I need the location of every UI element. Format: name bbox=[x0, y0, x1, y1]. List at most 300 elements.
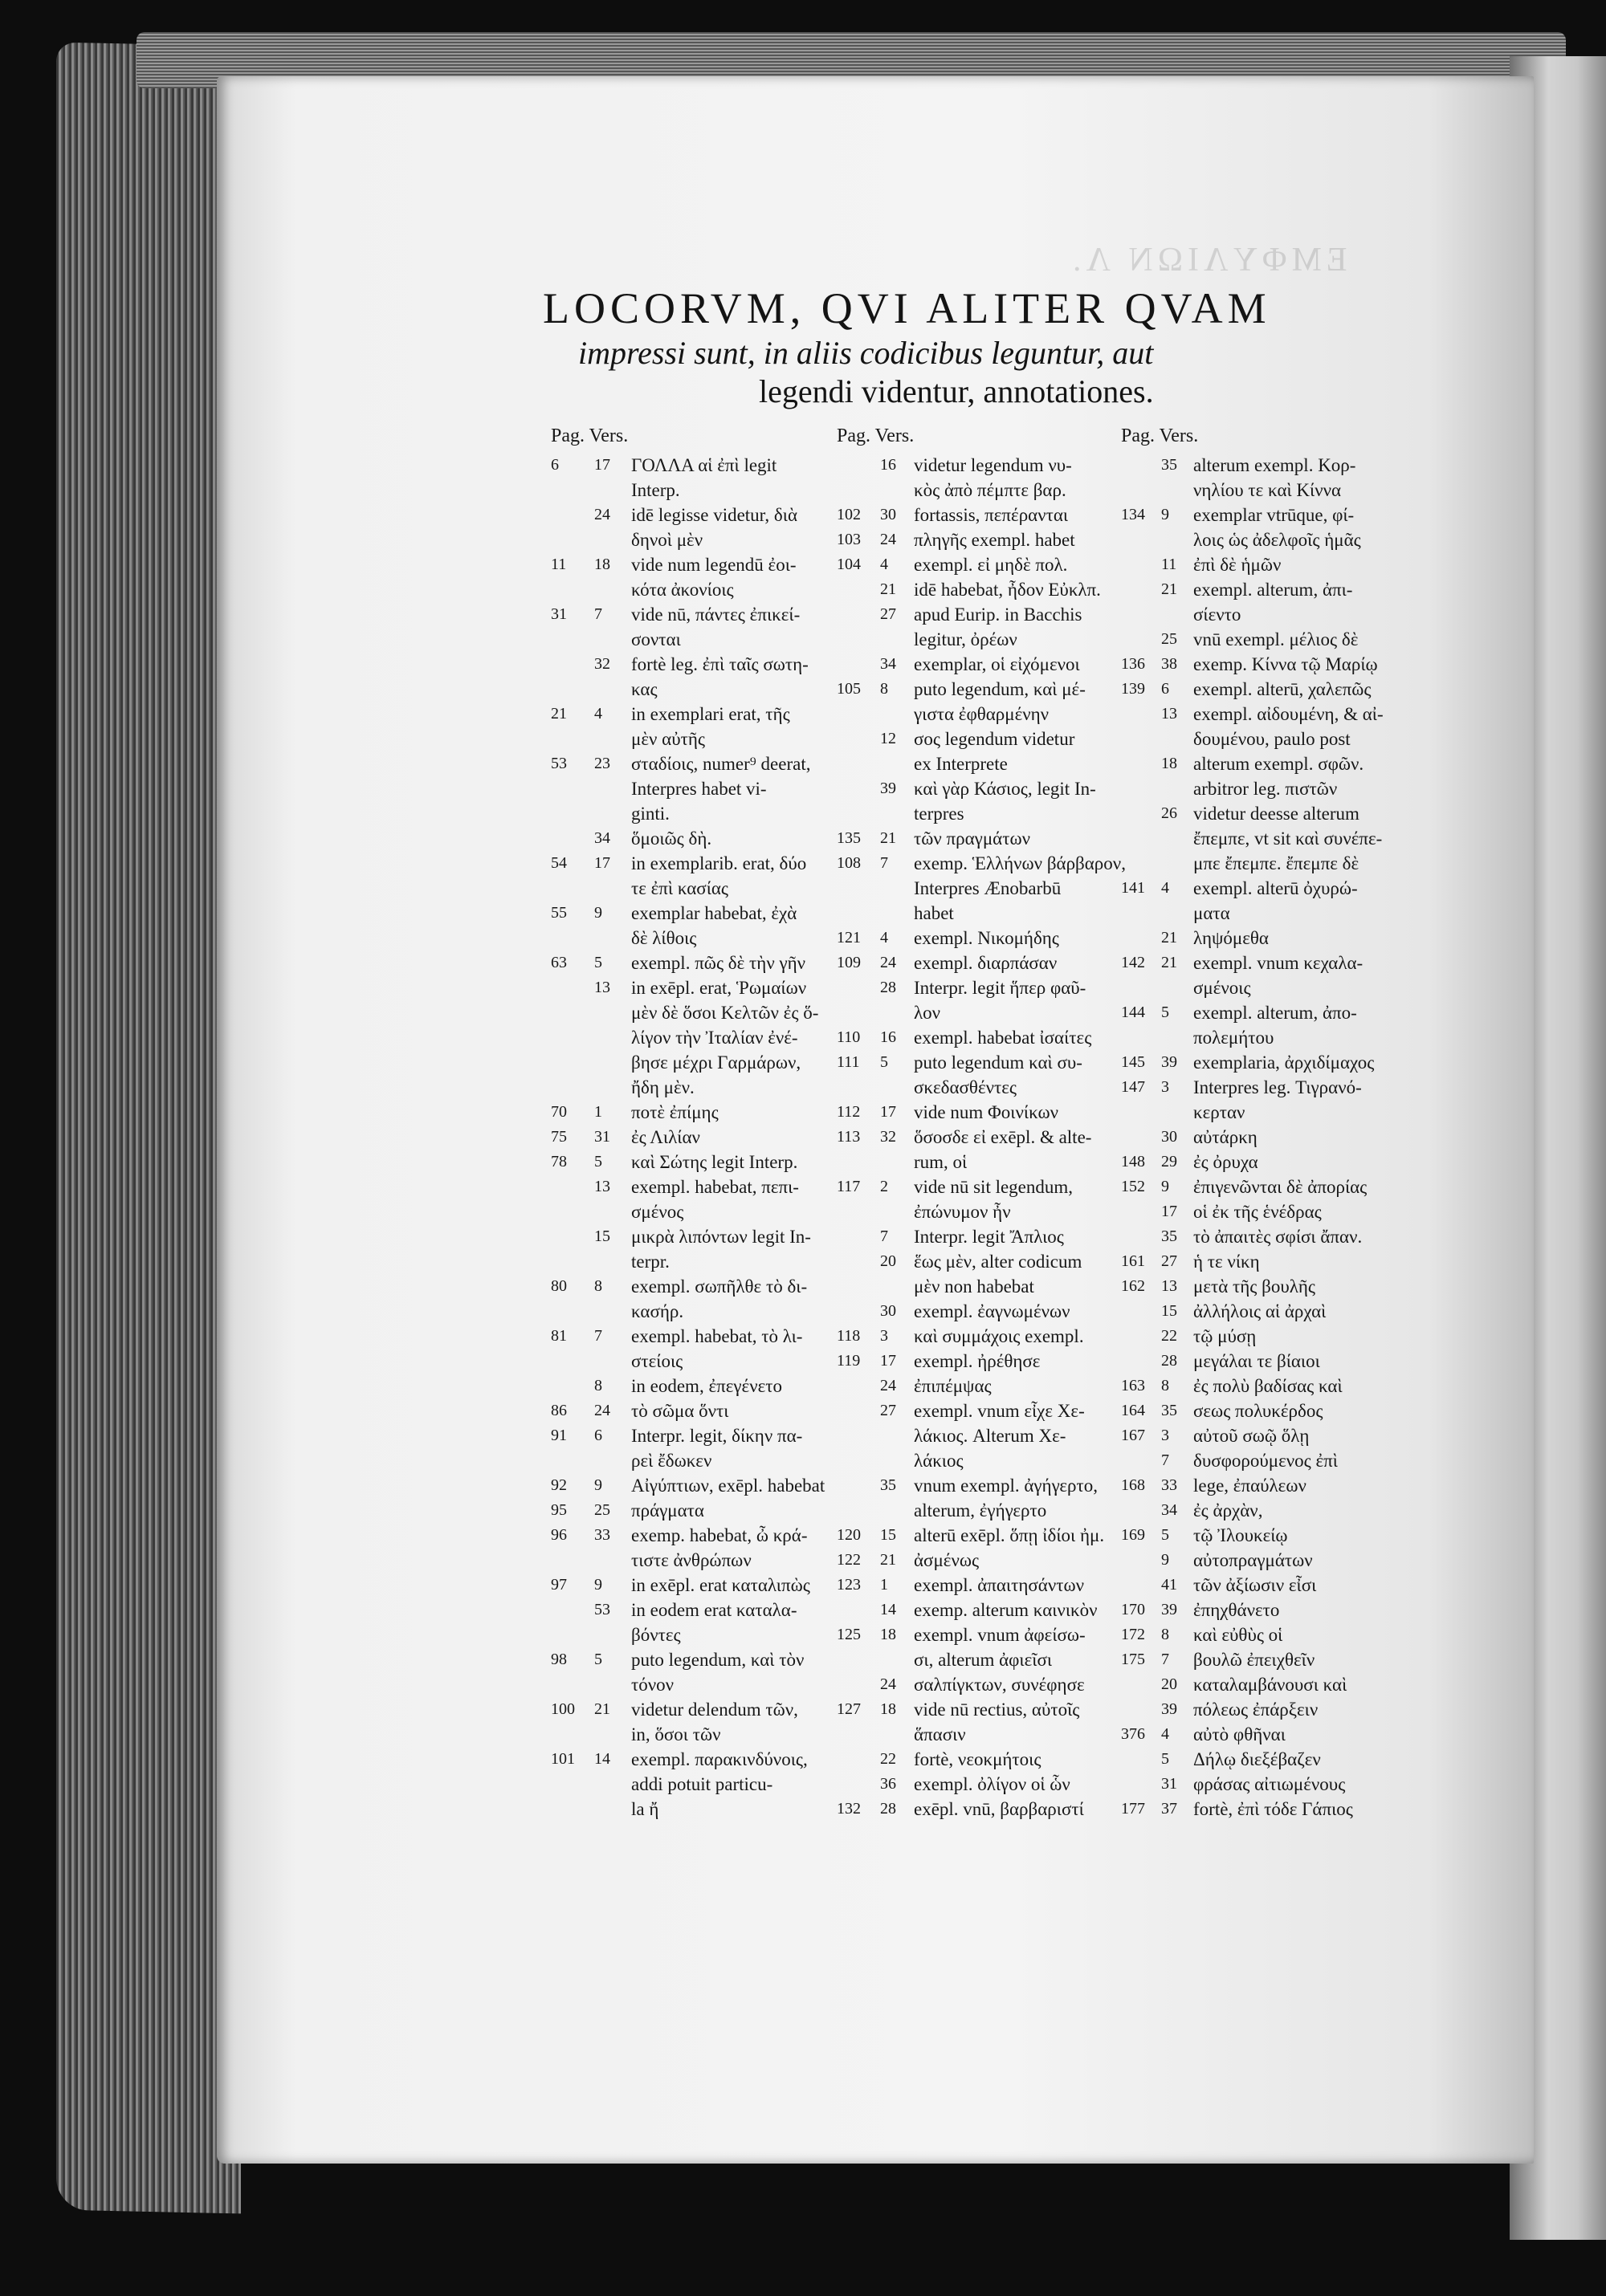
verse-number: 39 bbox=[1161, 1053, 1177, 1071]
entry-text: βόντες bbox=[631, 1625, 681, 1645]
errata-entry bbox=[1121, 1573, 1317, 1598]
verse-number: 5 bbox=[1161, 1526, 1169, 1544]
entry-text: βησε μέχρι Γαρμάρων, bbox=[631, 1052, 801, 1073]
verse-number: 1 bbox=[594, 1103, 602, 1121]
entry-line bbox=[1121, 677, 1372, 702]
entry-text: idē legisse videtur, διὰ bbox=[631, 505, 797, 525]
entry-line bbox=[1121, 1622, 1283, 1647]
entry-text: exempl. alterū ὀχυρώ- bbox=[1193, 878, 1358, 898]
verse-number: 7 bbox=[880, 1227, 888, 1245]
entry-text: Interpres habet vi- bbox=[631, 779, 767, 799]
page-number: 11 bbox=[551, 556, 567, 573]
entry-text: fortè, νεοκμήτοις bbox=[914, 1749, 1041, 1769]
entry-line bbox=[1121, 876, 1358, 901]
errata-entry bbox=[551, 851, 807, 901]
errata-entry bbox=[1121, 1548, 1313, 1573]
errata-entry bbox=[1121, 1000, 1357, 1050]
verse-number: 30 bbox=[1161, 1128, 1177, 1146]
entry-text: λάκιος bbox=[914, 1451, 964, 1471]
entry-text: Δήλῳ διεξέβαζεν bbox=[1193, 1749, 1321, 1769]
page-number: 136 bbox=[1121, 655, 1145, 673]
entry-text: ἐς Λιλίαν bbox=[631, 1127, 700, 1147]
entry-line bbox=[551, 453, 777, 478]
page-number: 175 bbox=[1121, 1651, 1145, 1668]
page-number: 70 bbox=[551, 1103, 567, 1121]
entry-line bbox=[837, 1423, 1066, 1448]
entry-text: καὶ γὰρ Κάσιος, legit In- bbox=[914, 779, 1096, 799]
entry-line bbox=[837, 727, 1075, 751]
errata-entry bbox=[551, 1174, 799, 1224]
verse-number: 17 bbox=[594, 854, 610, 872]
entry-text: δηνοὶ μὲν bbox=[631, 530, 703, 550]
errata-entry bbox=[837, 951, 1058, 975]
errata-entry bbox=[837, 1125, 1092, 1174]
verse-number: 13 bbox=[1161, 1277, 1177, 1295]
entry-line bbox=[1121, 1672, 1347, 1697]
errata-entry bbox=[837, 1249, 1082, 1299]
entry-text: μὲν αὐτῆς bbox=[631, 729, 705, 749]
entry-line bbox=[551, 1025, 798, 1050]
entry-text: κας bbox=[631, 679, 658, 699]
entry-text: ματα bbox=[1193, 903, 1230, 923]
verse-number: 17 bbox=[1161, 1203, 1177, 1220]
entry-line bbox=[551, 577, 734, 602]
entry-text: la ἤ bbox=[631, 1799, 659, 1819]
verse-number: 7 bbox=[880, 854, 888, 872]
entry-line bbox=[837, 1150, 968, 1174]
errata-entry bbox=[1121, 951, 1363, 1000]
entry-line bbox=[551, 1249, 670, 1274]
page-number: 169 bbox=[1121, 1526, 1145, 1544]
entry-text: σμένοις bbox=[1193, 978, 1251, 998]
verse-number: 18 bbox=[880, 1626, 896, 1643]
errata-entry bbox=[837, 577, 1101, 602]
errata-entry bbox=[1121, 503, 1361, 552]
entry-line bbox=[1121, 1000, 1357, 1025]
entry-line bbox=[837, 1374, 992, 1398]
errata-entry bbox=[551, 901, 797, 951]
entry-line bbox=[551, 1747, 808, 1772]
page-number: 103 bbox=[837, 531, 861, 548]
verse-number: 35 bbox=[1161, 1227, 1177, 1245]
entry-text: apud Eurip. in Bacchis bbox=[914, 605, 1082, 625]
page-number: 53 bbox=[551, 755, 567, 772]
errata-entry bbox=[837, 503, 1069, 527]
entry-text: alterū exēpl. ὅπῃ ἰδίοι ἠμ. bbox=[914, 1525, 1105, 1545]
entry-line bbox=[551, 1075, 695, 1100]
errata-entry bbox=[837, 1772, 1070, 1797]
verse-number: 9 bbox=[1161, 1178, 1169, 1195]
entry-line bbox=[1121, 1224, 1363, 1249]
entry-line bbox=[837, 1548, 980, 1573]
entry-text: exēpl. vnū, βαρβαριστί bbox=[914, 1799, 1084, 1819]
entry-text: Αἰγύπτιων, exēpl. habebat bbox=[631, 1476, 825, 1496]
verse-number: 6 bbox=[1161, 680, 1169, 698]
entry-text: δὲ λίθοις bbox=[631, 928, 697, 948]
errata-entry bbox=[837, 1797, 1084, 1822]
verse-number: 15 bbox=[1161, 1302, 1177, 1320]
errata-entry bbox=[1121, 1050, 1375, 1075]
entry-text: vide num legendū ἐοι- bbox=[631, 555, 797, 575]
errata-entry bbox=[837, 1473, 1098, 1523]
errata-entry bbox=[1121, 1647, 1315, 1672]
entry-text: αὐτοῦ σωῷ ὅλῃ bbox=[1193, 1426, 1310, 1446]
verse-number: 17 bbox=[594, 456, 610, 474]
entry-line bbox=[551, 1548, 752, 1573]
entry-line bbox=[837, 975, 1086, 1000]
entry-line bbox=[1121, 975, 1251, 1000]
errata-entry bbox=[837, 552, 1068, 577]
entry-text: exempl. παρακινδύνοις, bbox=[631, 1749, 808, 1769]
entry-text: videtur deesse alterum bbox=[1193, 804, 1359, 824]
entry-text: in exēpl. erat καταλιπὼς bbox=[631, 1575, 810, 1595]
entry-line bbox=[1121, 1423, 1310, 1448]
errata-entry bbox=[551, 453, 777, 503]
entry-line bbox=[1121, 577, 1353, 602]
entry-text: νηλίου τε καὶ Κίννα bbox=[1193, 480, 1342, 500]
entry-line bbox=[551, 975, 807, 1000]
page-number: 98 bbox=[551, 1651, 567, 1668]
entry-line bbox=[551, 1125, 700, 1150]
entry-line bbox=[837, 901, 954, 926]
verse-number: 24 bbox=[594, 506, 610, 523]
errata-entry bbox=[551, 975, 819, 1100]
entry-line bbox=[551, 1772, 773, 1797]
entry-text: fortè, ἐπὶ τόδε Γάπιος bbox=[1193, 1799, 1353, 1819]
page-number: 376 bbox=[1121, 1725, 1145, 1743]
entry-text: vide nū, πάντες ἐπικεί- bbox=[631, 605, 801, 625]
entry-text: μετὰ τῆς βουλῆς bbox=[1193, 1276, 1316, 1297]
entry-line bbox=[551, 702, 790, 727]
page-number: 152 bbox=[1121, 1178, 1145, 1195]
verse-number: 38 bbox=[1161, 655, 1177, 673]
entry-line bbox=[837, 577, 1101, 602]
entry-text: τε ἐπὶ κασίας bbox=[631, 878, 729, 898]
errata-entry bbox=[1121, 1299, 1327, 1324]
entry-line bbox=[1121, 1772, 1346, 1797]
verse-number: 23 bbox=[594, 755, 610, 772]
entry-line bbox=[551, 1150, 798, 1174]
verse-number: 20 bbox=[1161, 1675, 1177, 1693]
entry-line bbox=[1121, 851, 1359, 876]
entry-text: δυσφορούμενος ἐπὶ bbox=[1193, 1451, 1338, 1471]
entry-line bbox=[837, 1573, 1084, 1598]
entry-line bbox=[1121, 1349, 1320, 1374]
page-number: 121 bbox=[837, 929, 861, 946]
errata-entry bbox=[837, 1672, 1085, 1697]
page-number: 141 bbox=[1121, 879, 1145, 897]
entry-line bbox=[551, 1622, 681, 1647]
verse-number: 30 bbox=[880, 506, 896, 523]
errata-entry bbox=[551, 826, 712, 851]
entry-line bbox=[551, 1299, 684, 1324]
verse-number: 11 bbox=[1161, 556, 1177, 573]
errata-entry bbox=[551, 1573, 810, 1598]
entry-text: in exemplarib. erat, δύο bbox=[631, 853, 807, 873]
entry-text: arbitror leg. πιστῶν bbox=[1193, 779, 1338, 799]
entry-line bbox=[1121, 1050, 1375, 1075]
entry-line bbox=[1121, 1473, 1306, 1498]
errata-entry bbox=[551, 1150, 798, 1174]
entry-text: καταλαμβάνουσι καὶ bbox=[1193, 1675, 1347, 1695]
verse-number: 8 bbox=[594, 1377, 602, 1394]
verse-number: 21 bbox=[1161, 580, 1177, 598]
entry-list bbox=[551, 453, 825, 1822]
entry-text: exempl. εἰ μηδὲ πολ. bbox=[914, 555, 1068, 575]
entry-text: ἐπώνυμον ἦν bbox=[914, 1202, 1011, 1222]
verse-number: 41 bbox=[1161, 1576, 1177, 1594]
entry-line bbox=[837, 951, 1058, 975]
entry-text: σκεδασθέντες bbox=[914, 1077, 1017, 1097]
entry-line bbox=[837, 1448, 964, 1473]
errata-entry bbox=[837, 652, 1080, 677]
column-header: Pag. Vers. bbox=[837, 425, 915, 446]
errata-entry bbox=[551, 552, 797, 602]
errata-entry bbox=[1121, 1199, 1322, 1224]
entry-line bbox=[1121, 1722, 1286, 1747]
errata-entry bbox=[1121, 1672, 1347, 1697]
entry-text: σεως πολυκέρδος bbox=[1193, 1401, 1323, 1421]
verse-number: 5 bbox=[594, 1153, 602, 1170]
entry-text: in exemplari erat, τῆς bbox=[631, 704, 790, 724]
entry-line bbox=[551, 1498, 704, 1523]
entry-text: exemp. habebat, ὦ κρά- bbox=[631, 1525, 808, 1545]
page-number: 80 bbox=[551, 1277, 567, 1295]
heading-line-2: impressi sunt, in aliis codicibus leguntur, aut bbox=[578, 335, 1154, 371]
errata-entry bbox=[837, 677, 1086, 727]
verse-number: 24 bbox=[880, 954, 896, 971]
errata-entry bbox=[837, 1050, 1082, 1100]
entry-line bbox=[551, 478, 680, 503]
entry-text: videtur legendum νυ- bbox=[914, 455, 1072, 475]
errata-entry bbox=[1121, 1697, 1319, 1722]
entry-text: φράσας αἰτιωμένους bbox=[1193, 1774, 1346, 1794]
page-number: 163 bbox=[1121, 1377, 1145, 1394]
entry-line bbox=[551, 503, 797, 527]
entry-line bbox=[1121, 1249, 1260, 1274]
errata-entry bbox=[837, 1747, 1041, 1772]
verse-number: 27 bbox=[1161, 1252, 1177, 1270]
errata-entry bbox=[1121, 1249, 1260, 1274]
entry-text: καὶ συμμάχοις exempl. bbox=[914, 1326, 1084, 1346]
entry-text: alterum exempl. Κορ- bbox=[1193, 455, 1356, 475]
errata-entry bbox=[551, 1598, 797, 1647]
page-number: 91 bbox=[551, 1427, 567, 1444]
verse-number: 13 bbox=[594, 1178, 610, 1195]
entry-line bbox=[1121, 1797, 1353, 1822]
entry-line bbox=[1121, 926, 1269, 951]
entry-text: ἀλλήλοις αἱ ἀρχαὶ bbox=[1193, 1301, 1327, 1321]
entry-line bbox=[837, 1622, 1086, 1647]
verse-number: 35 bbox=[1161, 1402, 1177, 1419]
errata-entry bbox=[837, 527, 1075, 552]
entry-text: μεγάλαι τε βίαιοι bbox=[1193, 1351, 1320, 1371]
entry-text: πράγματα bbox=[631, 1500, 704, 1520]
verse-number: 18 bbox=[880, 1700, 896, 1718]
verse-number: 14 bbox=[880, 1601, 896, 1618]
page-number: 63 bbox=[551, 954, 567, 971]
entry-line bbox=[551, 1797, 659, 1822]
entry-line bbox=[837, 1299, 1070, 1324]
entry-line bbox=[837, 776, 1096, 801]
page-number: 167 bbox=[1121, 1427, 1145, 1444]
entry-line bbox=[1121, 1647, 1315, 1672]
page-number: 109 bbox=[837, 954, 861, 971]
entry-text: ἡ τε νίκη bbox=[1193, 1252, 1260, 1272]
verse-number: 21 bbox=[1161, 954, 1177, 971]
page-number: 55 bbox=[551, 904, 567, 922]
errata-entry bbox=[1121, 677, 1372, 702]
errata-column-3 bbox=[1121, 425, 1384, 1822]
entry-line bbox=[837, 1274, 1034, 1299]
entry-text: ἐπὶ δὲ ἡμῶν bbox=[1193, 555, 1282, 575]
page-number: 132 bbox=[837, 1800, 861, 1818]
entry-text: σταδίοις, numer⁹ deerat, bbox=[631, 754, 811, 774]
entry-line bbox=[837, 1722, 966, 1747]
page-number: 122 bbox=[837, 1551, 861, 1569]
verse-number: 17 bbox=[880, 1352, 896, 1370]
errata-entry bbox=[837, 1697, 1080, 1747]
entry-line bbox=[551, 851, 807, 876]
entry-text: κασήρ. bbox=[631, 1301, 684, 1321]
errata-entry bbox=[551, 1697, 798, 1747]
heading-line-1: LOCORVM, QVI ALITER QVAM bbox=[543, 284, 1271, 332]
entry-text: exempl. habebat ἰσαίτες bbox=[914, 1028, 1092, 1048]
entry-line bbox=[551, 1374, 782, 1398]
errata-entry bbox=[1121, 1374, 1343, 1398]
entry-text: σίεντο bbox=[1193, 605, 1241, 625]
entry-line bbox=[1121, 652, 1378, 677]
verse-number: 24 bbox=[880, 1377, 896, 1394]
verse-number: 16 bbox=[880, 1028, 896, 1046]
errata-entry bbox=[837, 1573, 1084, 1598]
entry-line bbox=[837, 1199, 1011, 1224]
entry-text: exempl. vnum κεχαλα- bbox=[1193, 953, 1363, 973]
entry-text: ἐπιγενῶνται δὲ ἀπορίας bbox=[1193, 1177, 1368, 1197]
entry-text: στείοις bbox=[631, 1351, 683, 1371]
entry-line bbox=[837, 1224, 1064, 1249]
errata-entry bbox=[1121, 1398, 1323, 1423]
page-number: 95 bbox=[551, 1501, 567, 1519]
entry-text: exemp. Ἑλλήνων βάρβαρον, bbox=[914, 853, 1126, 873]
verse-number: 32 bbox=[880, 1128, 896, 1146]
verse-number: 7 bbox=[594, 605, 602, 623]
page-number: 144 bbox=[1121, 1003, 1145, 1021]
entry-line bbox=[551, 926, 697, 951]
entry-line bbox=[1121, 1523, 1288, 1548]
verse-number: 39 bbox=[1161, 1700, 1177, 1718]
entry-line bbox=[1121, 1274, 1316, 1299]
errata-entry bbox=[1121, 1448, 1338, 1473]
entry-text: lege, ἐπαύλεων bbox=[1193, 1476, 1306, 1496]
entry-text: ἐς ὀρυχα bbox=[1193, 1152, 1258, 1172]
page-number: 148 bbox=[1121, 1153, 1145, 1170]
verse-number: 13 bbox=[1161, 705, 1177, 723]
verse-number: 39 bbox=[880, 780, 896, 797]
entry-line bbox=[1121, 727, 1351, 751]
errata-entry bbox=[837, 926, 1059, 951]
entry-text: ἐς ἀρχὰν, bbox=[1193, 1500, 1263, 1520]
verse-number: 13 bbox=[594, 979, 610, 996]
verse-number: 34 bbox=[880, 655, 896, 673]
errata-entry bbox=[1121, 1349, 1320, 1374]
entry-text: σονται bbox=[631, 629, 681, 649]
verse-number: 24 bbox=[594, 1402, 610, 1419]
entry-text: σαλπίγκτων, συνέφησε bbox=[914, 1675, 1085, 1695]
entry-line bbox=[837, 1125, 1092, 1150]
entry-text: ὅμοιῶς δὴ. bbox=[631, 828, 712, 849]
verse-number: 53 bbox=[594, 1601, 610, 1618]
errata-entry bbox=[1121, 1075, 1362, 1125]
errata-entry bbox=[1121, 552, 1282, 577]
verse-number: 21 bbox=[594, 1700, 610, 1718]
entry-text: videtur delendum τῶν, bbox=[631, 1700, 798, 1720]
page-number: 78 bbox=[551, 1153, 567, 1170]
entry-text: οἱ ἐκ τῆς ἑνέδρας bbox=[1193, 1202, 1322, 1222]
entry-text: puto legendum, καὶ τὸν bbox=[631, 1650, 805, 1670]
entry-text: exempl. alterum, ἀπι- bbox=[1193, 580, 1353, 600]
entry-text: ληψόμεθα bbox=[1193, 928, 1269, 948]
verse-number: 25 bbox=[1161, 630, 1177, 648]
entry-text: αὐτοπραγμάτων bbox=[1193, 1550, 1313, 1570]
verse-number: 8 bbox=[1161, 1377, 1169, 1394]
entry-line bbox=[551, 776, 767, 801]
verse-number: 32 bbox=[594, 655, 610, 673]
page-number: 139 bbox=[1121, 680, 1145, 698]
errata-entry bbox=[551, 1100, 719, 1125]
entry-text: λοις ὡς ἀδελφοῖς ἡμᾶς bbox=[1193, 530, 1361, 550]
errata-entry bbox=[1121, 801, 1383, 876]
page-number: 117 bbox=[837, 1178, 861, 1195]
entry-line bbox=[1121, 478, 1342, 503]
page-number: 112 bbox=[837, 1103, 861, 1121]
entry-text: in, ὅσοι τῶν bbox=[631, 1724, 721, 1744]
entry-line bbox=[837, 1174, 1074, 1199]
verse-number: 33 bbox=[1161, 1476, 1177, 1494]
page-number: 104 bbox=[837, 556, 861, 573]
verse-number: 24 bbox=[880, 531, 896, 548]
verse-number: 9 bbox=[594, 1576, 602, 1594]
entry-text: exemplar vtrūque, φί- bbox=[1193, 505, 1355, 525]
entry-line bbox=[551, 1000, 819, 1025]
entry-line bbox=[1121, 1548, 1313, 1573]
entry-line bbox=[551, 1050, 801, 1075]
entry-line bbox=[837, 1473, 1098, 1498]
entry-line bbox=[551, 951, 806, 975]
entry-text: ΓΟΛΛΑ αἱ ἐπὶ legit bbox=[631, 455, 777, 475]
entry-line bbox=[837, 1672, 1085, 1697]
entry-line bbox=[1121, 602, 1241, 627]
entry-line bbox=[1121, 826, 1383, 851]
page-number: 164 bbox=[1121, 1402, 1145, 1419]
errata-entry bbox=[837, 1174, 1074, 1224]
verse-number: 3 bbox=[1161, 1427, 1169, 1444]
verse-number: 27 bbox=[880, 605, 896, 623]
entry-line bbox=[837, 652, 1080, 677]
errata-entry bbox=[1121, 1772, 1346, 1797]
entry-line bbox=[1121, 1075, 1362, 1100]
entry-text: Interpres leg. Τιγρανό- bbox=[1193, 1077, 1362, 1097]
verse-number: 15 bbox=[880, 1526, 896, 1544]
verse-number: 31 bbox=[594, 1128, 610, 1146]
entry-line bbox=[837, 1100, 1059, 1125]
entry-text: habet bbox=[914, 903, 954, 923]
entry-text: exempl. Νικομήδης bbox=[914, 928, 1059, 948]
page-number: 145 bbox=[1121, 1053, 1145, 1071]
errata-entry bbox=[551, 1523, 808, 1573]
entry-line bbox=[551, 1423, 803, 1448]
entry-text: exemplar, οἱ εἰχόμενοι bbox=[914, 654, 1080, 674]
